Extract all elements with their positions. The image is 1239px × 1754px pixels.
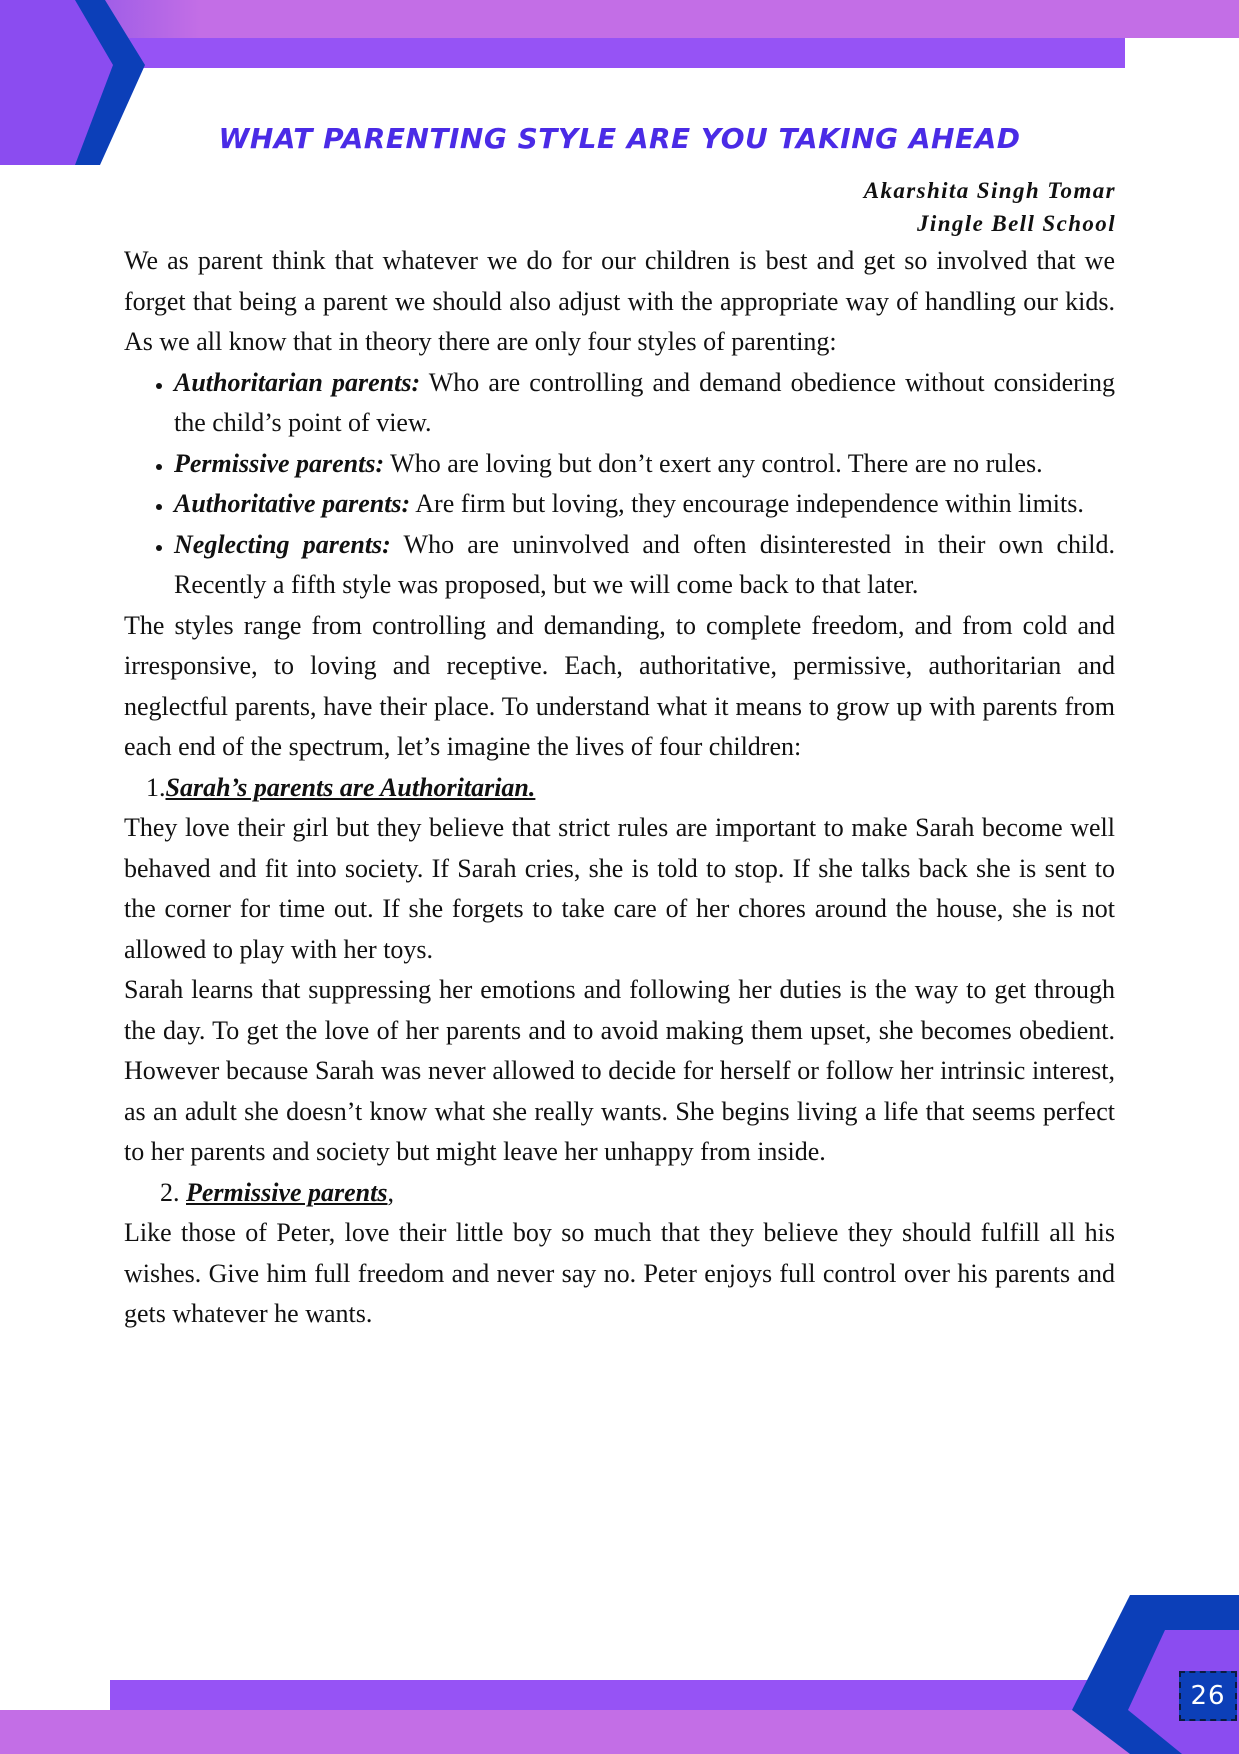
section-number: 1. bbox=[146, 772, 166, 802]
page-number: 26 bbox=[1179, 1671, 1237, 1721]
author-name: Akarshita Singh Tomar bbox=[863, 178, 1116, 203]
section-heading-sarah bbox=[124, 768, 1115, 809]
style-term: Neglecting parents: bbox=[174, 529, 391, 559]
sarah-paragraph-2: Sarah learns that suppressing her emotions and following her duties is the way to get through the day. To get the love of her parents and to avoid making them upset, she becomes obedient. However because Sarah was never allowed to decide for herself or follow her intrinsic interest, as an adult she doesn’t know what she really wants. She begins living a life that seems perfect to her parents and society but might leave her unhappy from inside. bbox=[124, 975, 1115, 1166]
byline bbox=[864, 174, 1116, 240]
section-heading-suffix: , bbox=[387, 1177, 394, 1207]
style-description: Who are uninvolved and often disinterested in their own child. Recently a fifth style was proposed, but we will come back to that later. bbox=[174, 529, 1115, 599]
list-item bbox=[174, 525, 1115, 606]
sarah-paragraph-1: They love their girl but they believe that strict rules are important to make Sarah become well behaved and fit into society. If Sarah cries, she is told to stop. If she talks back she is sent to the corner for time out. If she forgets to take care of her chores around the house, she is not allowed to play with her toys. bbox=[124, 813, 1115, 964]
list-item bbox=[174, 484, 1115, 525]
section-heading-text: Permissive parents bbox=[186, 1177, 388, 1207]
section-heading-permissive bbox=[124, 1173, 1115, 1214]
style-description: Who are controlling and demand obedience without considering the child’s point of view. bbox=[174, 367, 1115, 437]
style-description: Are firm but loving, they encourage independence within limits. bbox=[410, 489, 1084, 518]
style-term: Permissive parents: bbox=[174, 448, 385, 478]
list-item bbox=[174, 363, 1115, 444]
list-item bbox=[174, 444, 1115, 485]
style-description: Who are loving but don’t exert any control. There are no rules. bbox=[384, 448, 1043, 478]
section-heading-text: Sarah’s parents are Authoritarian. bbox=[165, 772, 536, 802]
bottom-banner-bar bbox=[0, 1710, 1239, 1754]
style-term: Authoritative parents: bbox=[174, 489, 411, 518]
article-body bbox=[124, 241, 1115, 1335]
bottom-accent-bar bbox=[110, 1680, 1130, 1710]
parenting-styles-list bbox=[124, 363, 1115, 606]
article-title: WHAT PARENTING STYLE ARE YOU TAKING AHEAD bbox=[218, 122, 1021, 155]
section-number: 2. bbox=[160, 1177, 180, 1207]
top-accent-bar bbox=[120, 38, 1125, 68]
peter-paragraph-1: Like those of Peter, love their little boy so much that they believe they should fulfill all his wishes. Give him full freedom and never say no. Peter enjoys full control over his parents and gets whatever he wants. bbox=[124, 1218, 1115, 1328]
school-name: Jingle Bell School bbox=[917, 211, 1116, 236]
range-paragraph: The styles range from controlling and demanding, to complete freedom, and from cold and irresponsive, to loving and receptive. Each, authoritative, permissive, authoritarian and neglectful parents, have their place. To understand what it means to grow up with parents from each end of the spectrum, let’s imagine the lives of four children: bbox=[124, 610, 1115, 761]
style-term: Authoritarian parents: bbox=[174, 367, 421, 397]
intro-paragraph: We as parent think that whatever we do for our children is best and get so involved that we forget that being a parent we should also adjust with the appropriate way of handling our kids. As we all know that in theory there are only four styles of parenting: bbox=[124, 246, 1115, 356]
